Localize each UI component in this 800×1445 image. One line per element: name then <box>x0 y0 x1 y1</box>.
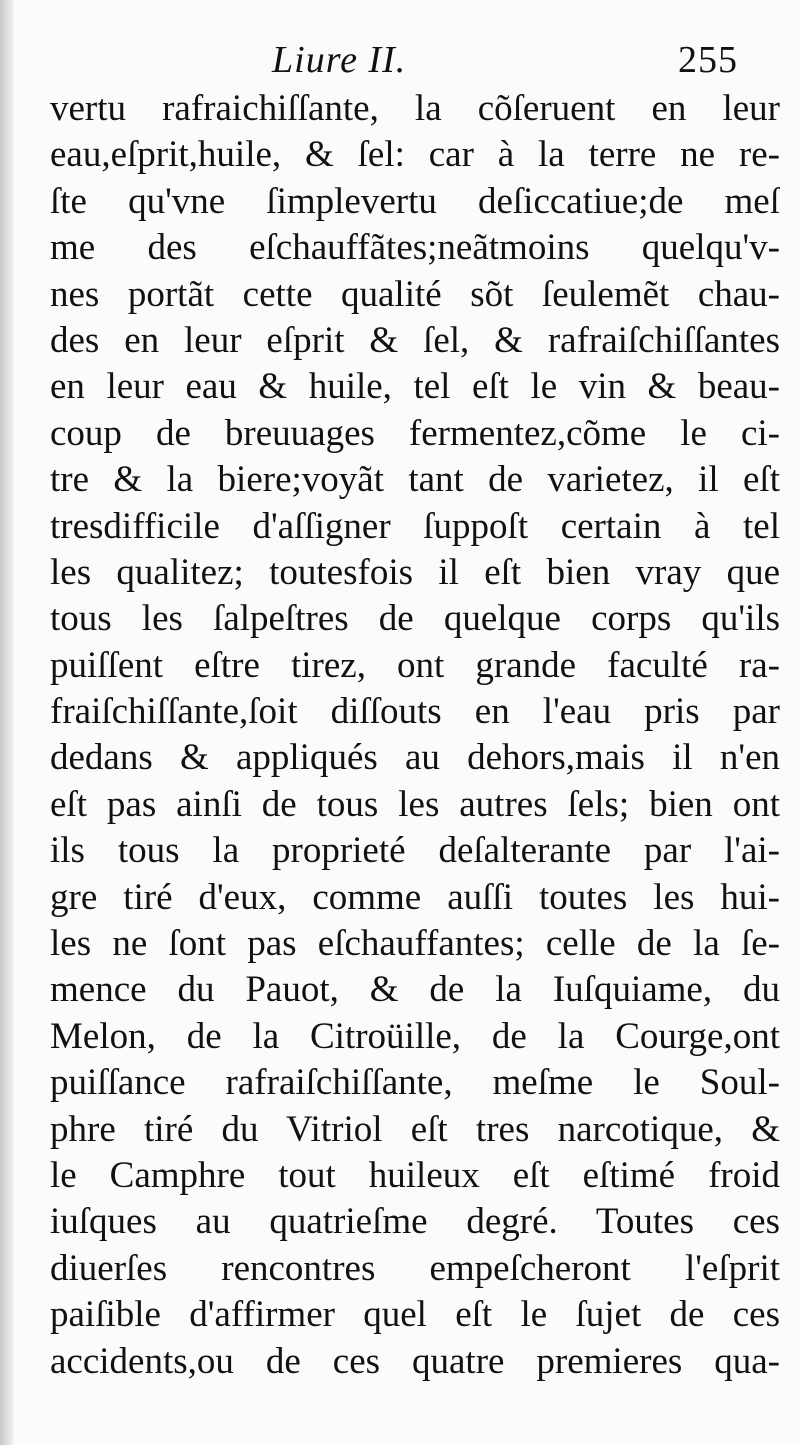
text-line: le Camphre tout huileux eſt eſtimé froid <box>50 1154 780 1196</box>
text-line: puiſſent eſtre tirez, ont grande faculté ra- <box>50 644 780 686</box>
text-line: mence du Pauot, & de la Iuſquiame, du <box>50 969 780 1011</box>
text-line: tre & la biere;voyãt tant de varietez, il eſt <box>50 459 780 501</box>
text-line: nes portãt cette qualité sõt ſeulemẽt chau- <box>50 273 780 315</box>
text-line: eſt pas ainſi de tous les autres ſels; bien ont <box>50 783 780 825</box>
page-header <box>0 38 800 88</box>
text-line: ſte qu'vne ſimplevertu deſiccatiue;de meſ <box>50 180 780 222</box>
body-text <box>50 86 780 1385</box>
text-line: tous les ſalpeſtres de quelque corps qu'ils <box>50 598 780 640</box>
text-line: phre tiré du Vitriol eſt tres narcotique, & <box>50 1108 780 1150</box>
text-line: gre tiré d'eux, comme auſſi toutes les hui- <box>50 876 780 918</box>
text-line: les qualitez; toutesfois il eſt bien vray que <box>50 551 780 593</box>
text-line: dedans & appliqués au dehors,mais il n'en <box>50 737 780 779</box>
page-number: 255 <box>678 39 738 81</box>
text-line: diuerſes rencontres empeſcheront l'eſprit <box>50 1247 780 1289</box>
text-line: me des eſchauffãtes;neãtmoins quelqu'v- <box>50 227 780 269</box>
text-line: fraiſchiſſante,ſoit diſſouts en l'eau pris par <box>50 691 780 733</box>
text-line: les ne ſont pas eſchauffantes; celle de la ſe- <box>50 923 780 965</box>
page-edge-shadow <box>0 0 14 1445</box>
text-line: ils tous la proprieté deſalterante par l'ai- <box>50 830 780 872</box>
text-line: tresdifficile d'aſſigner ſuppoſt certain à tel <box>50 505 780 547</box>
text-line: en leur eau & huile, tel eſt le vin & beau- <box>50 366 780 408</box>
text-line: puiſſance rafraiſchiſſante, meſme le Soul- <box>50 1062 780 1104</box>
text-line: coup de breuuages fermentez,cõme le ci- <box>50 412 780 454</box>
text-line: vertu rafraichiſſante, la cõſeruent en leur <box>50 88 780 129</box>
text-line: Melon, de la Citroüille, de la Courge,ont <box>50 1015 780 1057</box>
text-line: iuſques au quatrieſme degré. Toutes ces <box>50 1201 780 1243</box>
text-line: accidents,ou de ces quatre premieres qua- <box>50 1340 780 1382</box>
text-line: des en leur eſprit & ſel, & rafraiſchiſſantes <box>50 319 780 361</box>
text-line: eau,eſprit,huile, & ſel: car à la terre ne re- <box>50 134 780 176</box>
text-line: paiſible d'affirmer quel eſt le ſujet de ces <box>50 1294 780 1336</box>
running-title: Liure II. <box>272 39 407 81</box>
